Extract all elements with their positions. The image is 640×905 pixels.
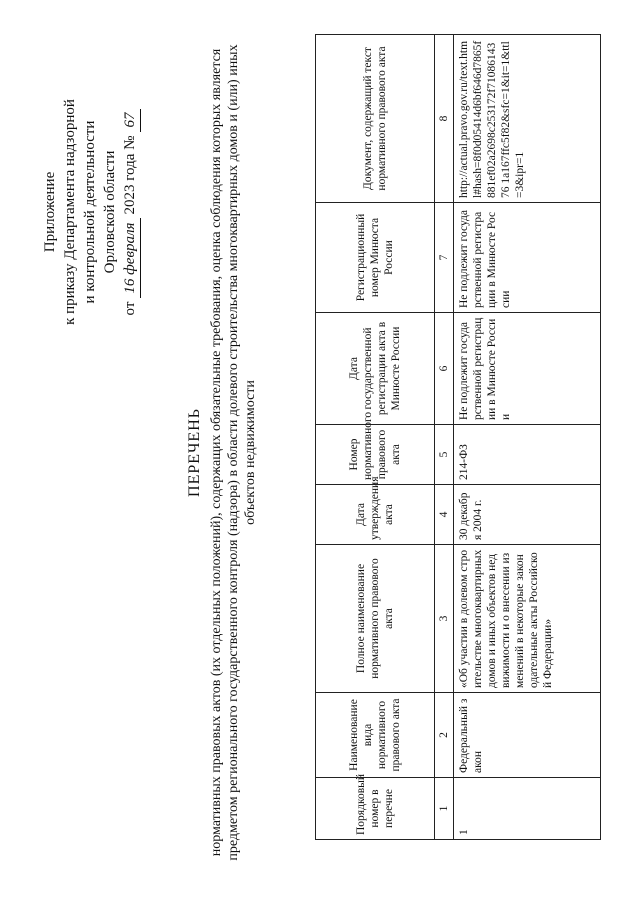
table-row [454,35,601,840]
registration-number-cell: Не подлежит государственной регистрации в Минюсте России [454,203,601,313]
header-cell: Порядковый номер в перечне [316,778,435,840]
table-header-row [316,35,435,840]
column-number: 2 [435,693,454,778]
header-cell: Документ, содержащий текст нормативного правового акта [316,35,435,203]
appendix-department-line: и контрольной деятельности [82,120,98,304]
column-number: 6 [435,313,454,425]
appendix-region-line: Орловской области [102,150,118,274]
date-prefix: от [122,301,138,316]
appendix-order-line: к приказу Департамента надзорной [62,99,78,325]
appendix-heading: Приложение [42,171,58,253]
header-cell: Регистрационный номер Минюста России [316,203,435,313]
header-cell: Номер нормативного правового акта [316,425,435,485]
column-number: 7 [435,203,454,313]
act-kind-cell: Федеральный закон [454,693,601,778]
handwritten-date: 16 февраля [120,219,141,298]
header-cell: Наименование вида нормативного правового акта [316,693,435,778]
header-cell: Полное наименование нормативного правового акта [316,545,435,693]
date-suffix: 2023 года № [122,135,138,215]
column-number: 1 [435,778,454,840]
column-number: 4 [435,485,454,545]
header-cell: Дата государственной регистрации акта в Минюсте России [316,313,435,425]
document-subtitle: нормативных правовых актов (их отдельных положений), содержащих обязательные требования, оценка соблюдения которых является предметом регионального государственного контроля (надзора) в области долевого строительства многоквартирных домов и (или) иных объектов недвижимости [209,44,258,861]
header-cell: Дата утверждения акта [316,485,435,545]
column-number: 5 [435,425,454,485]
document-link-cell[interactable]: http://actual.pravo.gov.ru/text.html#hash=8f0d05414d6bf646d7865f881ef02a2698c253172f7108614376 1a167ffc5f82&sfc=1&it=1&ttl=3&ipr=1 [454,35,601,203]
document-title: ПЕРЕЧЕНЬ [186,408,203,497]
acts-table [315,34,601,840]
column-number: 8 [435,35,454,203]
handwritten-order-number: 67 [120,109,141,132]
appendix-date-line [120,52,141,372]
act-date-cell: 30 декабря 2004 г. [454,485,601,545]
column-number-row [435,35,454,840]
act-full-name-cell: «Об участии в долевом строительстве многоквартирных домов и иных объектов недвижимости и о внесении изменений в некоторые законодательные акты Российской Федерации» [454,545,601,693]
registration-date-cell: Не подлежит государственной регистрации в Минюсте России [454,313,601,425]
row-number-cell: 1 [454,778,601,840]
act-number-cell: 214-ФЗ [454,425,601,485]
column-number: 3 [435,545,454,693]
appendix-block [40,52,141,372]
